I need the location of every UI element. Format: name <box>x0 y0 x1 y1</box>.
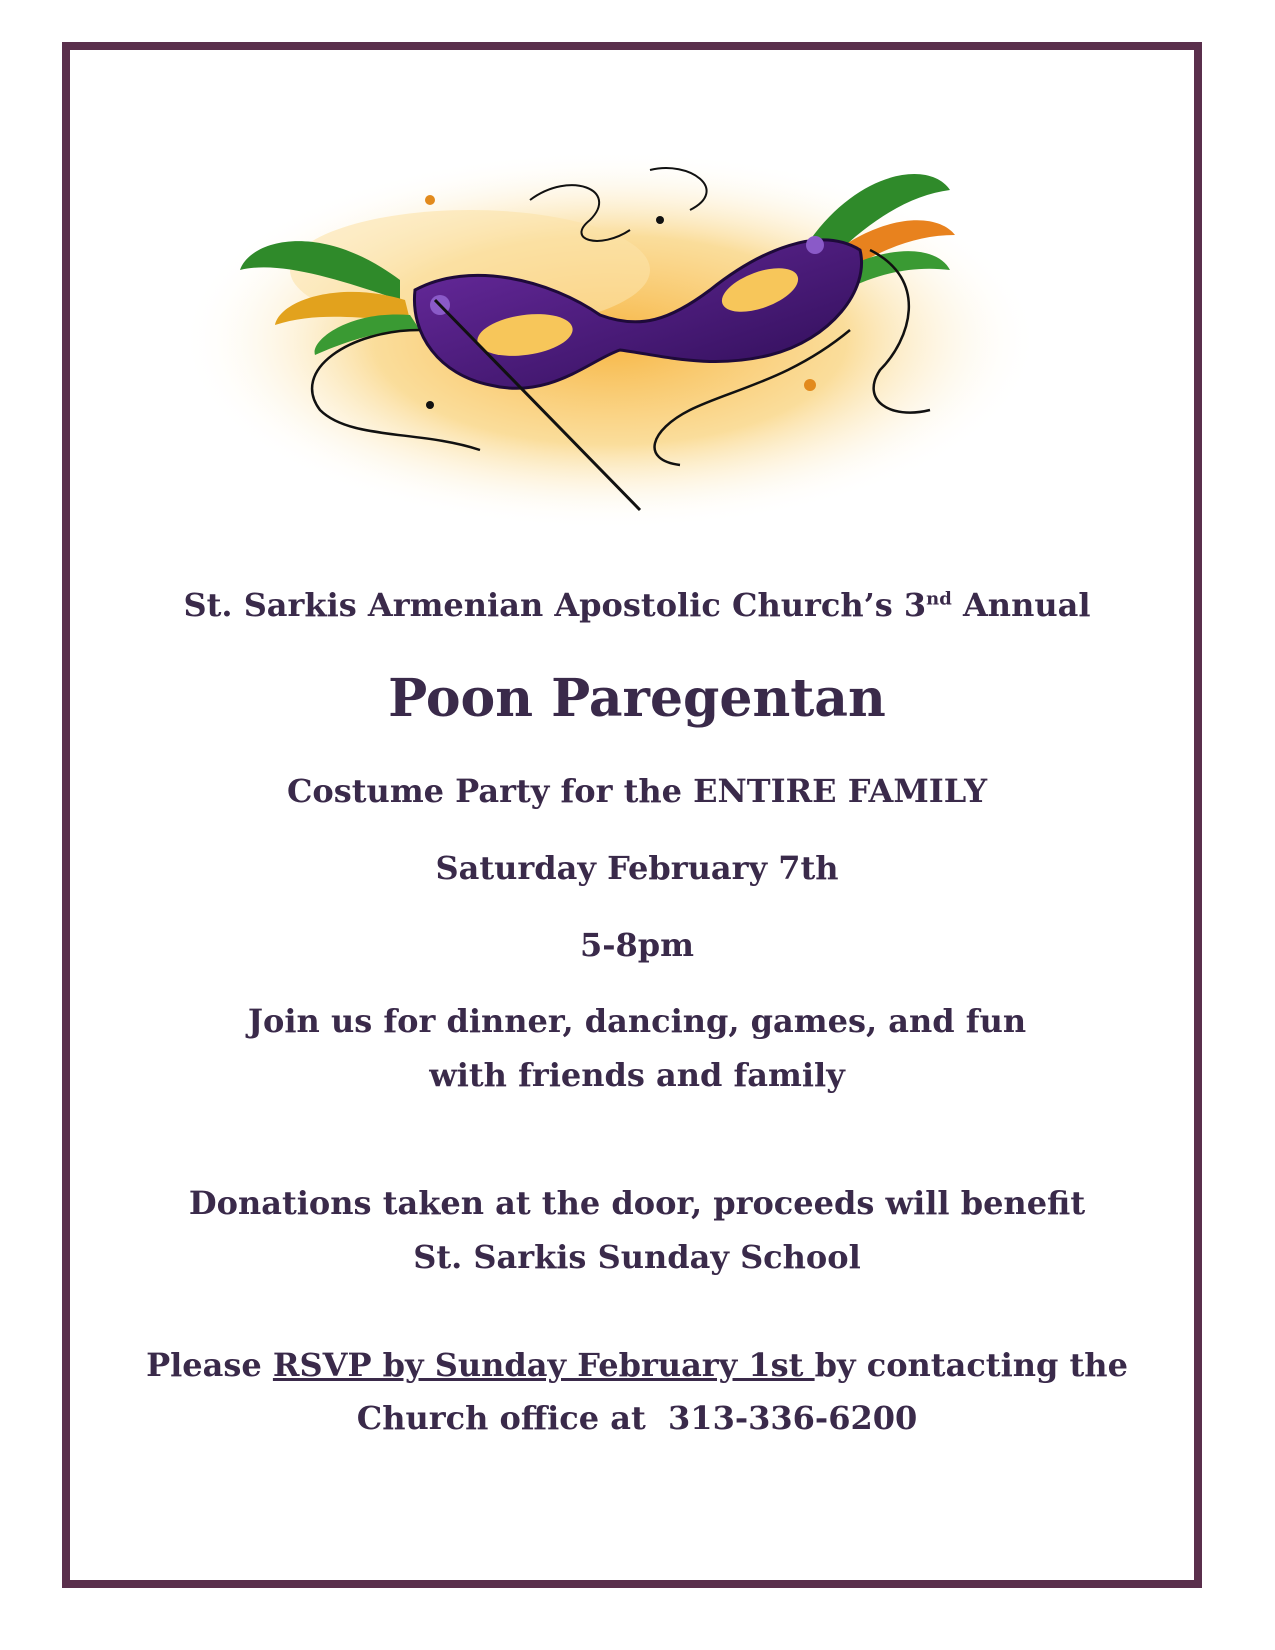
event-time: 5-8pm <box>579 926 695 964</box>
annual-label: Annual <box>951 586 1091 624</box>
event-date: Saturday February 7th <box>435 849 839 887</box>
church-annual-line <box>62 586 1212 624</box>
event-subtitle: Costume Party for the ENTIRE FAMILY <box>286 772 988 810</box>
rsvp-line <box>62 1346 1212 1384</box>
donation-line-2: St. Sarkis Sunday School <box>413 1238 861 1276</box>
rsvp-deadline: RSVP by Sunday February 1st <box>272 1346 815 1384</box>
ordinal-suffix: nd <box>926 588 952 610</box>
rsvp-prefix: Please <box>146 1346 273 1384</box>
invite-line-2: with friends and family <box>429 1056 845 1094</box>
donation-line-1: Donations taken at the door, proceeds will benefit <box>188 1184 1086 1222</box>
mardi-gras-mask-icon <box>170 130 1070 560</box>
church-name: St. Sarkis Armenian Apostolic Church’s 3 <box>183 586 927 624</box>
event-title: Poon Paregentan <box>388 668 886 729</box>
contact-line: Church office at 313-336-6200 <box>356 1399 918 1437</box>
rsvp-suffix: by contacting the <box>814 1346 1128 1384</box>
invite-line-1: Join us for dinner, dancing, games, and fun <box>247 1002 1027 1040</box>
